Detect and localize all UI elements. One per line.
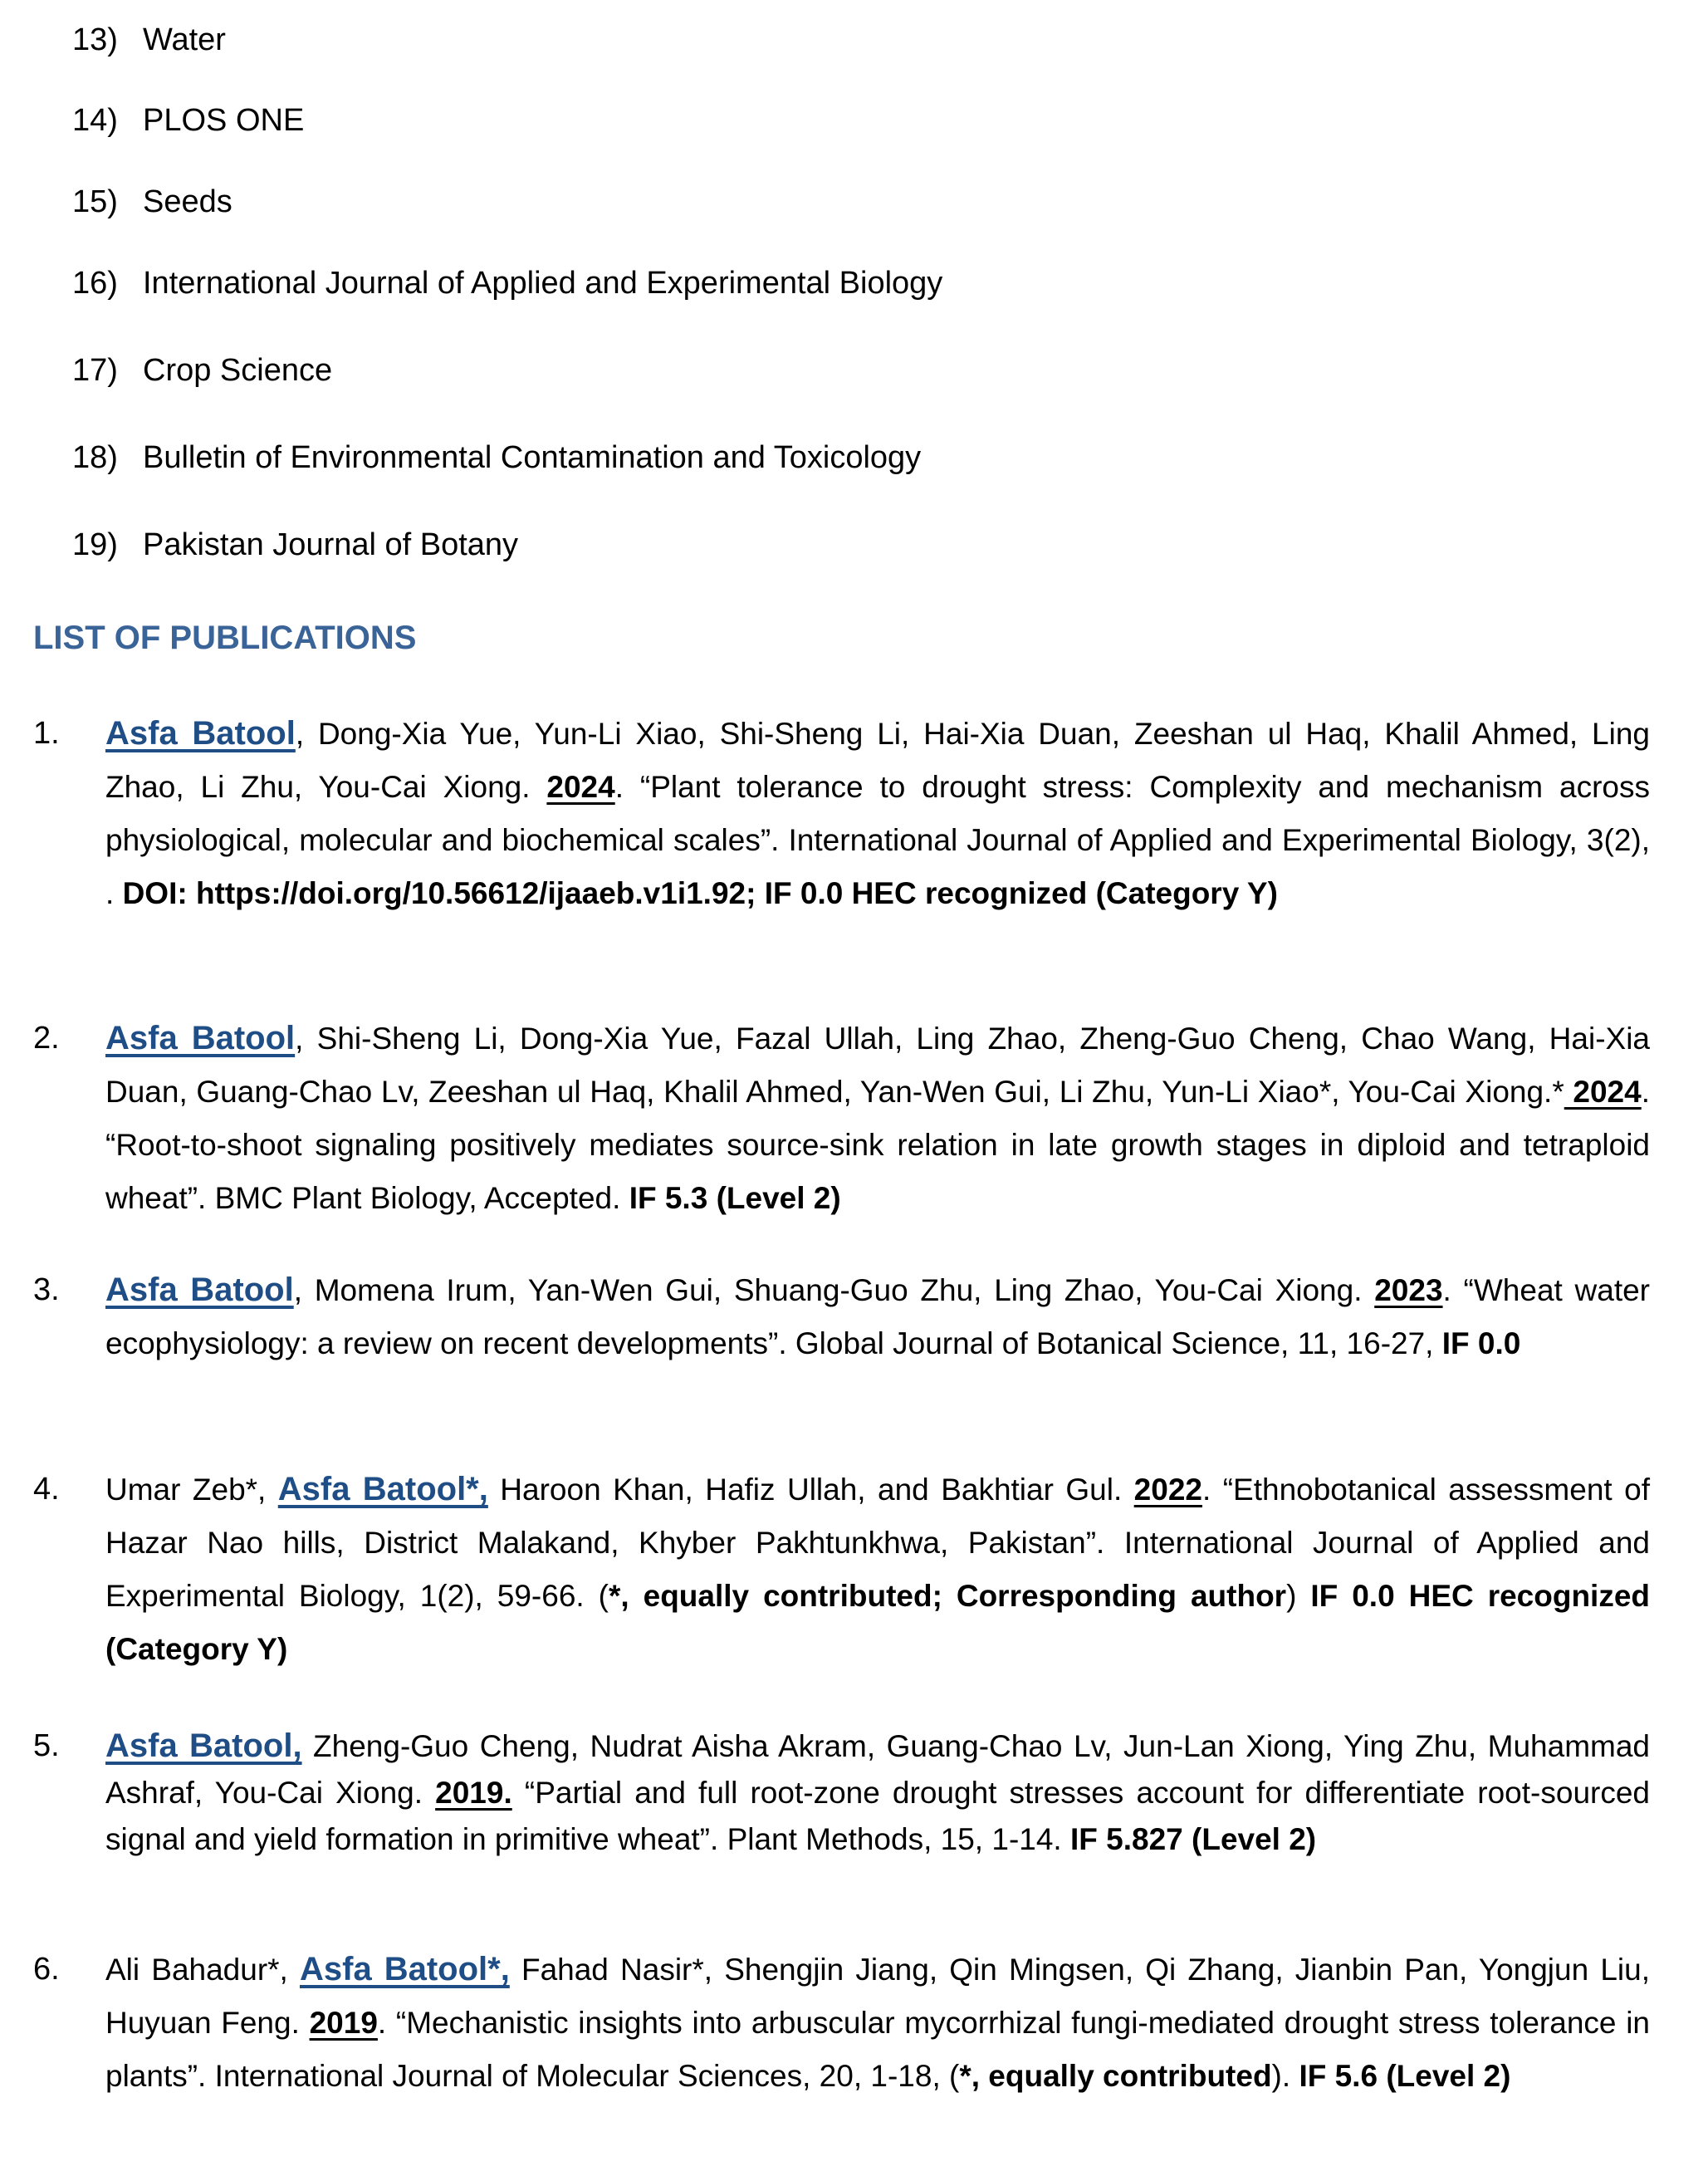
journal-number: 17) [72,353,118,388]
contribution-note: *, equally contributed; Corresponding author [608,1579,1287,1613]
co-authors: Fahad Nasir*, Shengjin Jiang, Qin Mingsen, Qi Zhang, Jianbin Pan, Yongjun Liu, Huyuan Feng. [105,1953,1650,2040]
co-authors-before: Umar Zeb*, [105,1473,278,1507]
title-and-journal: “Partial and full root-zone drought stresses account for differentiate root-sourced signal and yield formation in primitive wheat”. Plant Methods, 15, 1-14. [105,1776,1650,1856]
publication-number: 2. [33,1021,60,1056]
journal-number: 16) [72,266,118,301]
highlighted-author: Asfa Batool, [105,1727,302,1764]
journal-number: 19) [72,527,118,562]
publication-year: 2019. [435,1776,512,1810]
title-and-journal: . “Root-to-shoot signaling positively mediates source-sink relation in late growth stages in diploid and tetraploid wheat”. BMC Plant Biology, Accepted. [105,1075,1650,1215]
publication-year: 2019 [309,2006,378,2040]
co-authors: Zheng-Guo Cheng, Nudrat Aisha Akram, Guang-Chao Lv, Jun-Lan Xiong, Ying Zhu, Muhammad Ashraf, You-Cai Xiong. [105,1729,1650,1810]
publication-citation [105,707,1650,920]
journal-number: 18) [72,440,118,475]
publication-year: 2022 [1133,1473,1202,1507]
publication-number: 4. [33,1472,60,1507]
journal-name: Seeds [143,184,232,219]
title-and-journal: . “Wheat water ecophysiology: a review on recent developments”. Global Journal of Botanical Science, 11, 16-27, [105,1273,1651,1360]
title-and-journal: . “Plant tolerance to drought stress: Complexity and mechanism across physiological, molecular and biochemical scales”. International Journal of Applied and Experimental Biology, 3(2), . [105,770,1650,910]
co-authors-before: Ali Bahadur*, [105,1953,300,1987]
highlighted-author: Asfa Batool [105,715,296,752]
journal-number: 13) [72,22,118,57]
highlighted-author: Asfa Batool [105,1272,294,1308]
co-authors: , Momena Irum, Yan-Wen Gui, Shuang-Guo Zhu, Ling Zhao, You-Cai Xiong. [293,1273,1375,1307]
journal-name: International Journal of Applied and Experimental Biology [143,266,943,301]
contribution-note: *, equally contributed [959,2059,1272,2093]
publication-number: 6. [33,1952,60,1987]
journal-name: Crop Science [143,353,333,388]
section-heading-publications: LIST OF PUBLICATIONS [33,620,417,656]
impact-factor: IF 5.827 (Level 2) [1069,1822,1317,1856]
journal-name: Bulletin of Environmental Contamination and Toxicology [143,440,922,475]
title-and-journal: . “Mechanistic insights into arbuscular mycorrhizal fungi-mediated drought stress tolerance in plants”. International Journal of Molecular Sciences, 20, 1-18, ( [105,2006,1650,2093]
publication-citation [105,1263,1650,1370]
publication-year: 2024 [1564,1075,1642,1109]
highlighted-author: Asfa Batool*, [277,1471,488,1507]
impact-factor: IF 0.0 HEC recognized (Category Y) [105,1579,1651,1666]
highlighted-author: Asfa Batool [105,1020,296,1056]
journal-name: Water [143,22,226,57]
co-authors: Haroon Khan, Hafiz Ullah, and Bakhtiar Gul. [487,1473,1134,1507]
impact-factor: IF 0.0 [1441,1326,1521,1360]
co-authors: , Shi-Sheng Li, Dong-Xia Yue, Fazal Ullah, Ling Zhao, Zheng-Guo Cheng, Chao Wang, Hai-Xia Duan, Guang-Chao Lv, Zeeshan ul Haq, Khalil Ahmed, Yan-Wen Gui, Li Zhu, Yun-Li Xiao*, You-Cai Xiong.* [105,1022,1650,1109]
journal-number: 14) [72,103,118,138]
impact-factor: IF 5.3 (Level 2) [629,1181,841,1215]
publication-number: 3. [33,1272,60,1307]
publication-citation [105,1943,1650,2103]
publication-year: 2024 [546,770,615,804]
impact-factor: IF 5.6 (Level 2) [1299,2059,1511,2093]
publication-year: 2023 [1374,1273,1443,1307]
publication-citation [105,1012,1650,1225]
journal-name: PLOS ONE [143,103,305,138]
note-close: ). [1271,2059,1299,2093]
highlighted-author: Asfa Batool*, [300,1951,510,1987]
publication-citation [105,1463,1650,1676]
co-authors: , Dong-Xia Yue, Yun-Li Xiao, Shi-Sheng Li, Hai-Xia Duan, Zeeshan ul Haq, Khalil Ahmed, Ling Zhao, Li Zhu, You-Cai Xiong. [105,717,1650,804]
impact-factor: DOI: https://doi.org/10.56612/ijaaeb.v1i1.92; IF 0.0 HEC recognized (Category Y) [122,876,1278,910]
title-and-journal: . “Ethnobotanical assessment of Hazar Nao hills, District Malakand, Khyber Pakhtunkhwa, Pakistan”. International Journal of Applied and Experimental Biology, 1(2), 59-66. ( [105,1473,1650,1613]
publication-number: 5. [33,1728,60,1763]
publication-citation [105,1723,1650,1863]
note-close: ) [1286,1579,1297,1613]
journal-name: Pakistan Journal of Botany [143,527,519,562]
journal-number: 15) [72,184,118,219]
publication-number: 1. [33,716,60,751]
